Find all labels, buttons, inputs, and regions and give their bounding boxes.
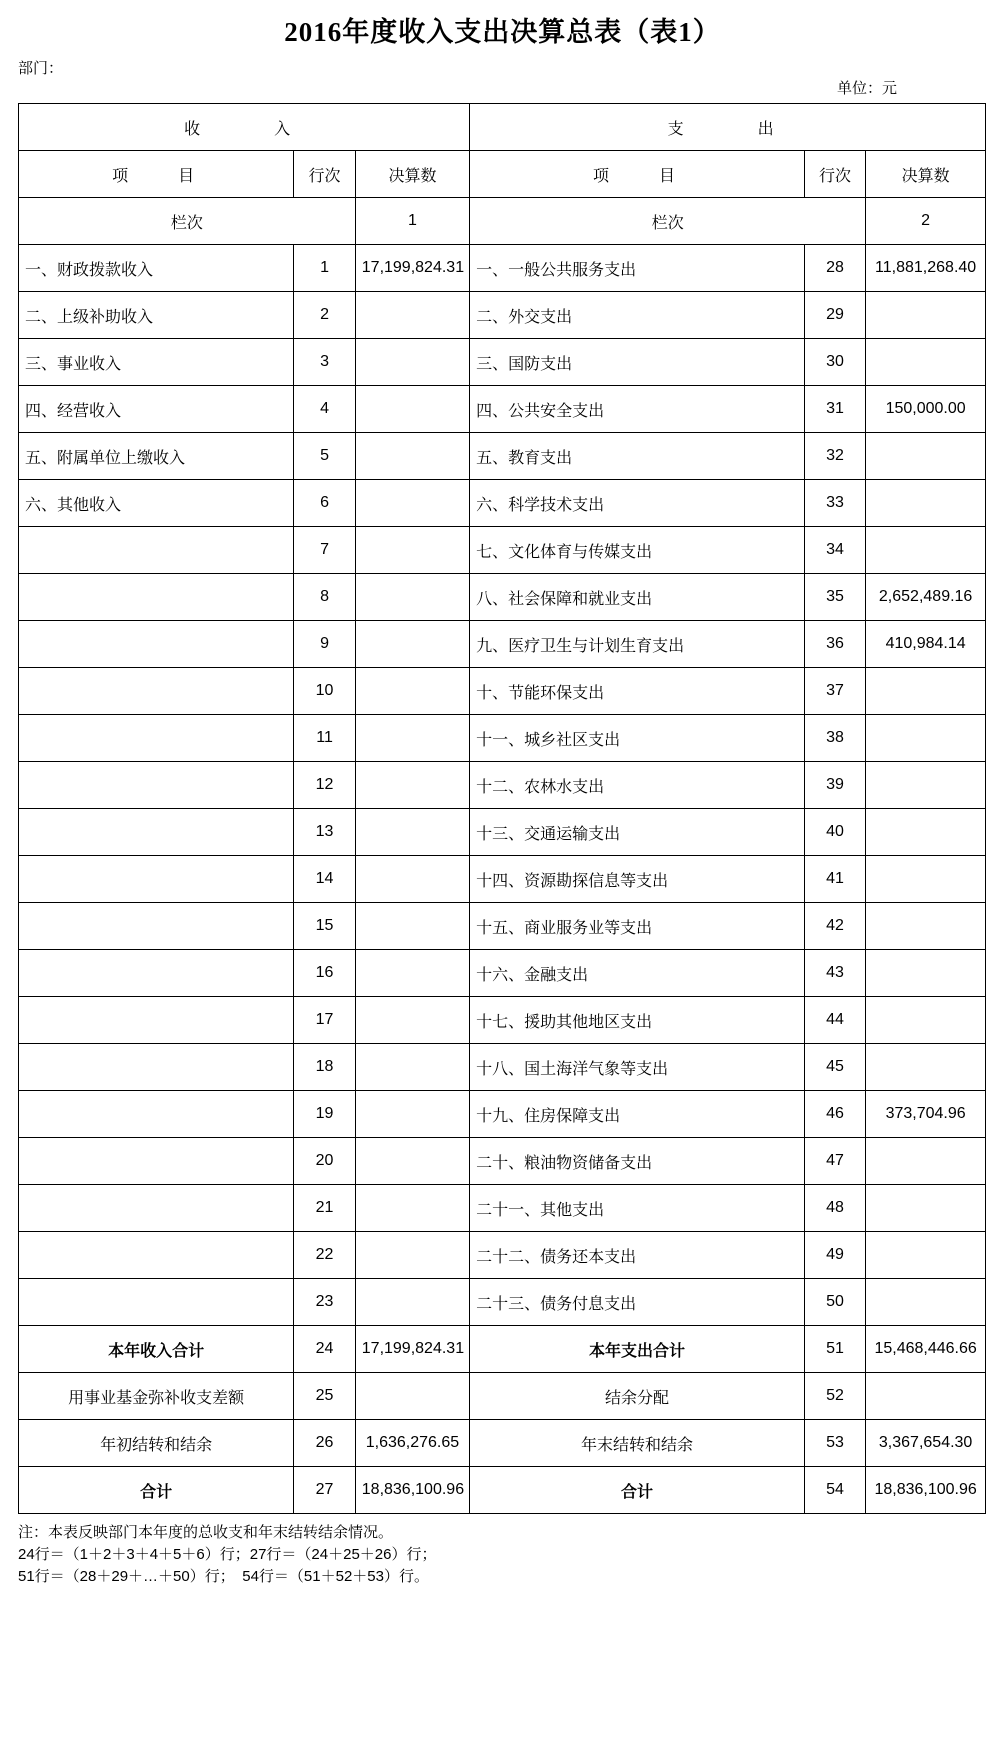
income-item-cell	[19, 950, 294, 997]
income-line-cell: 23	[294, 1279, 355, 1326]
income-amount-cell: 18,836,100.96	[355, 1467, 469, 1514]
expense-amount-cell	[866, 1373, 986, 1420]
table-row	[19, 1138, 986, 1185]
income-item-cell	[19, 527, 294, 574]
expense-amount-cell: 15,468,446.66	[866, 1326, 986, 1373]
expense-column-number: 2	[866, 198, 986, 245]
income-line-cell: 19	[294, 1091, 355, 1138]
expense-line-cell: 40	[804, 809, 865, 856]
column-number-row	[19, 198, 986, 245]
expense-line-cell: 43	[804, 950, 865, 997]
income-amount-cell	[355, 1091, 469, 1138]
expense-item-cell: 三、国防支出	[470, 339, 805, 386]
income-line-cell: 17	[294, 997, 355, 1044]
income-item-cell: 四、经营收入	[19, 386, 294, 433]
income-line-cell: 12	[294, 762, 355, 809]
income-line-cell: 9	[294, 621, 355, 668]
table-row	[19, 715, 986, 762]
income-line-cell: 22	[294, 1232, 355, 1279]
note-line-2: 24行＝（1＋2＋3＋4＋5＋6）行；27行＝（24＋25＋26）行；	[18, 1545, 437, 1563]
table-row	[19, 1044, 986, 1091]
income-final-header: 决算数	[355, 151, 469, 198]
table-row	[19, 903, 986, 950]
table-header-group-row	[19, 104, 986, 151]
expense-amount-cell	[866, 762, 986, 809]
income-line-cell: 25	[294, 1373, 355, 1420]
expense-line-cell: 32	[804, 433, 865, 480]
income-item-cell	[19, 1232, 294, 1279]
table-row	[19, 950, 986, 997]
income-line-cell: 5	[294, 433, 355, 480]
income-line-cell: 11	[294, 715, 355, 762]
expense-item-cell: 结余分配	[470, 1373, 805, 1420]
income-amount-cell	[355, 668, 469, 715]
expense-line-header: 行次	[804, 151, 865, 198]
income-item-cell: 二、上级补助收入	[19, 292, 294, 339]
income-item-cell	[19, 574, 294, 621]
expense-line-cell: 47	[804, 1138, 865, 1185]
expense-line-cell: 39	[804, 762, 865, 809]
expense-amount-cell	[866, 668, 986, 715]
income-item-header: 项 目	[19, 151, 294, 198]
income-item-cell	[19, 997, 294, 1044]
expense-line-cell: 35	[804, 574, 865, 621]
expense-item-cell: 十九、住房保障支出	[470, 1091, 805, 1138]
income-line-cell: 2	[294, 292, 355, 339]
income-item-cell	[19, 668, 294, 715]
expense-item-cell: 十五、商业服务业等支出	[470, 903, 805, 950]
expense-item-header: 项 目	[470, 151, 805, 198]
expense-line-cell: 44	[804, 997, 865, 1044]
income-item-cell	[19, 1138, 294, 1185]
expense-item-cell: 年末结转和结余	[470, 1420, 805, 1467]
income-amount-cell	[355, 339, 469, 386]
expense-line-cell: 53	[804, 1420, 865, 1467]
expense-line-cell: 36	[804, 621, 865, 668]
income-line-cell: 1	[294, 245, 355, 292]
expense-item-cell: 六、科学技术支出	[470, 480, 805, 527]
income-item-cell	[19, 856, 294, 903]
income-line-cell: 24	[294, 1326, 355, 1373]
expense-amount-cell	[866, 997, 986, 1044]
meta-row-unit	[18, 79, 987, 99]
expense-final-header: 决算数	[866, 151, 986, 198]
expense-amount-cell: 150,000.00	[866, 386, 986, 433]
expense-line-cell: 42	[804, 903, 865, 950]
income-item-cell	[19, 715, 294, 762]
table-row	[19, 574, 986, 621]
income-amount-cell	[355, 1279, 469, 1326]
expense-item-cell: 本年支出合计	[470, 1326, 805, 1373]
expense-item-cell: 十八、国土海洋气象等支出	[470, 1044, 805, 1091]
table-summary-row	[19, 1373, 986, 1420]
budget-table	[18, 103, 986, 1514]
income-amount-cell	[355, 903, 469, 950]
expense-line-cell: 54	[804, 1467, 865, 1514]
department-label: 部门：	[18, 60, 64, 77]
income-item-cell	[19, 1044, 294, 1091]
income-item-cell: 用事业基金弥补收支差额	[19, 1373, 294, 1420]
table-row	[19, 245, 986, 292]
table-header-row	[19, 151, 986, 198]
expense-line-cell: 51	[804, 1326, 865, 1373]
expense-amount-cell: 410,984.14	[866, 621, 986, 668]
income-amount-cell: 1,636,276.65	[355, 1420, 469, 1467]
expense-group-header: 支 出	[470, 104, 986, 151]
expense-line-cell: 46	[804, 1091, 865, 1138]
income-amount-cell	[355, 997, 469, 1044]
income-item-cell	[19, 1091, 294, 1138]
table-row	[19, 809, 986, 856]
expense-amount-cell	[866, 527, 986, 574]
income-item-cell	[19, 621, 294, 668]
income-line-cell: 26	[294, 1420, 355, 1467]
page-title: 2016年度收入支出决算总表（表1）	[284, 17, 721, 47]
expense-amount-cell	[866, 1044, 986, 1091]
income-amount-cell	[355, 621, 469, 668]
expense-amount-cell	[866, 715, 986, 762]
expense-item-cell: 十四、资源勘探信息等支出	[470, 856, 805, 903]
expense-item-cell: 合计	[470, 1467, 805, 1514]
expense-line-cell: 50	[804, 1279, 865, 1326]
expense-line-cell: 38	[804, 715, 865, 762]
expense-line-cell: 45	[804, 1044, 865, 1091]
income-amount-cell	[355, 433, 469, 480]
table-summary-row	[19, 1467, 986, 1514]
expense-item-cell: 一、一般公共服务支出	[470, 245, 805, 292]
income-item-cell: 年初结转和结余	[19, 1420, 294, 1467]
expense-item-cell: 十六、金融支出	[470, 950, 805, 997]
income-item-cell	[19, 809, 294, 856]
income-group-header: 收 入	[19, 104, 470, 151]
income-amount-cell	[355, 715, 469, 762]
income-item-cell	[19, 903, 294, 950]
expense-amount-cell: 373,704.96	[866, 1091, 986, 1138]
table-row	[19, 1232, 986, 1279]
table-row	[19, 1279, 986, 1326]
income-item-cell: 本年收入合计	[19, 1326, 294, 1373]
expense-amount-cell	[866, 1185, 986, 1232]
income-item-cell	[19, 1185, 294, 1232]
table-row	[19, 1091, 986, 1138]
income-line-cell: 21	[294, 1185, 355, 1232]
expense-amount-cell	[866, 339, 986, 386]
income-amount-cell: 17,199,824.31	[355, 245, 469, 292]
income-item-cell: 六、其他收入	[19, 480, 294, 527]
expense-item-cell: 二十二、债务还本支出	[470, 1232, 805, 1279]
expense-item-cell: 二十三、债务付息支出	[470, 1279, 805, 1326]
income-line-cell: 20	[294, 1138, 355, 1185]
note-line-3: 51行＝（28＋29＋…＋50）行； 54行＝（51＋52＋53）行。	[18, 1567, 429, 1585]
income-line-cell: 14	[294, 856, 355, 903]
expense-line-cell: 48	[804, 1185, 865, 1232]
income-amount-cell	[355, 574, 469, 621]
expense-line-cell: 52	[804, 1373, 865, 1420]
expense-item-cell: 十一、城乡社区支出	[470, 715, 805, 762]
expense-amount-cell: 3,367,654.30	[866, 1420, 986, 1467]
income-column-label: 栏次	[19, 198, 356, 245]
expense-item-cell: 二十、粮油物资储备支出	[470, 1138, 805, 1185]
expense-amount-cell	[866, 903, 986, 950]
expense-line-cell: 37	[804, 668, 865, 715]
income-item-cell: 五、附属单位上缴收入	[19, 433, 294, 480]
income-item-cell	[19, 762, 294, 809]
income-line-cell: 15	[294, 903, 355, 950]
expense-line-cell: 41	[804, 856, 865, 903]
expense-item-cell: 十、节能环保支出	[470, 668, 805, 715]
expense-amount-cell	[866, 1279, 986, 1326]
expense-column-label: 栏次	[470, 198, 866, 245]
income-amount-cell	[355, 1373, 469, 1420]
table-summary-row	[19, 1420, 986, 1467]
expense-item-cell: 十三、交通运输支出	[470, 809, 805, 856]
expense-item-cell: 七、文化体育与传媒支出	[470, 527, 805, 574]
income-line-cell: 8	[294, 574, 355, 621]
note-line-1: 注：本表反映部门本年度的总收支和年末结转结余情况。	[18, 1524, 394, 1541]
income-amount-cell	[355, 856, 469, 903]
income-line-cell: 6	[294, 480, 355, 527]
table-row	[19, 856, 986, 903]
table-row	[19, 527, 986, 574]
table-row	[19, 762, 986, 809]
expense-line-cell: 30	[804, 339, 865, 386]
expense-item-cell: 九、医疗卫生与计划生育支出	[470, 621, 805, 668]
expense-item-cell: 二十一、其他支出	[470, 1185, 805, 1232]
table-row	[19, 433, 986, 480]
income-amount-cell	[355, 762, 469, 809]
income-column-number: 1	[355, 198, 469, 245]
table-row	[19, 668, 986, 715]
table-notes	[18, 1522, 987, 1587]
expense-amount-cell	[866, 292, 986, 339]
expense-item-cell: 四、公共安全支出	[470, 386, 805, 433]
meta-row	[18, 59, 987, 79]
income-line-header: 行次	[294, 151, 355, 198]
income-item-cell: 三、事业收入	[19, 339, 294, 386]
expense-line-cell: 34	[804, 527, 865, 574]
income-amount-cell	[355, 480, 469, 527]
income-amount-cell	[355, 1044, 469, 1091]
expense-line-cell: 33	[804, 480, 865, 527]
income-amount-cell: 17,199,824.31	[355, 1326, 469, 1373]
expense-amount-cell	[866, 856, 986, 903]
expense-line-cell: 31	[804, 386, 865, 433]
expense-amount-cell	[866, 433, 986, 480]
income-line-cell: 18	[294, 1044, 355, 1091]
table-row	[19, 621, 986, 668]
expense-line-cell: 49	[804, 1232, 865, 1279]
table-row	[19, 386, 986, 433]
income-line-cell: 3	[294, 339, 355, 386]
table-summary-row	[19, 1326, 986, 1373]
expense-item-cell: 十二、农林水支出	[470, 762, 805, 809]
table-row	[19, 997, 986, 1044]
expense-amount-cell	[866, 809, 986, 856]
income-line-cell: 4	[294, 386, 355, 433]
expense-amount-cell: 11,881,268.40	[866, 245, 986, 292]
expense-amount-cell	[866, 1232, 986, 1279]
income-amount-cell	[355, 1185, 469, 1232]
expense-amount-cell	[866, 1138, 986, 1185]
table-row	[19, 292, 986, 339]
table-row	[19, 1185, 986, 1232]
income-amount-cell	[355, 1138, 469, 1185]
income-item-cell: 合计	[19, 1467, 294, 1514]
income-amount-cell	[355, 809, 469, 856]
income-line-cell: 7	[294, 527, 355, 574]
income-amount-cell	[355, 950, 469, 997]
unit-label: 单位：元	[836, 80, 897, 97]
income-amount-cell	[355, 292, 469, 339]
expense-amount-cell	[866, 950, 986, 997]
expense-item-cell: 十七、援助其他地区支出	[470, 997, 805, 1044]
expense-item-cell: 二、外交支出	[470, 292, 805, 339]
expense-amount-cell: 2,652,489.16	[866, 574, 986, 621]
expense-amount-cell	[866, 480, 986, 527]
expense-amount-cell: 18,836,100.96	[866, 1467, 986, 1514]
expense-line-cell: 29	[804, 292, 865, 339]
income-amount-cell	[355, 527, 469, 574]
table-row	[19, 339, 986, 386]
expense-line-cell: 28	[804, 245, 865, 292]
table-row	[19, 480, 986, 527]
income-item-cell: 一、财政拨款收入	[19, 245, 294, 292]
income-amount-cell	[355, 386, 469, 433]
income-item-cell	[19, 1279, 294, 1326]
income-line-cell: 10	[294, 668, 355, 715]
income-line-cell: 16	[294, 950, 355, 997]
expense-item-cell: 五、教育支出	[470, 433, 805, 480]
income-line-cell: 27	[294, 1467, 355, 1514]
expense-item-cell: 八、社会保障和就业支出	[470, 574, 805, 621]
income-amount-cell	[355, 1232, 469, 1279]
income-line-cell: 13	[294, 809, 355, 856]
